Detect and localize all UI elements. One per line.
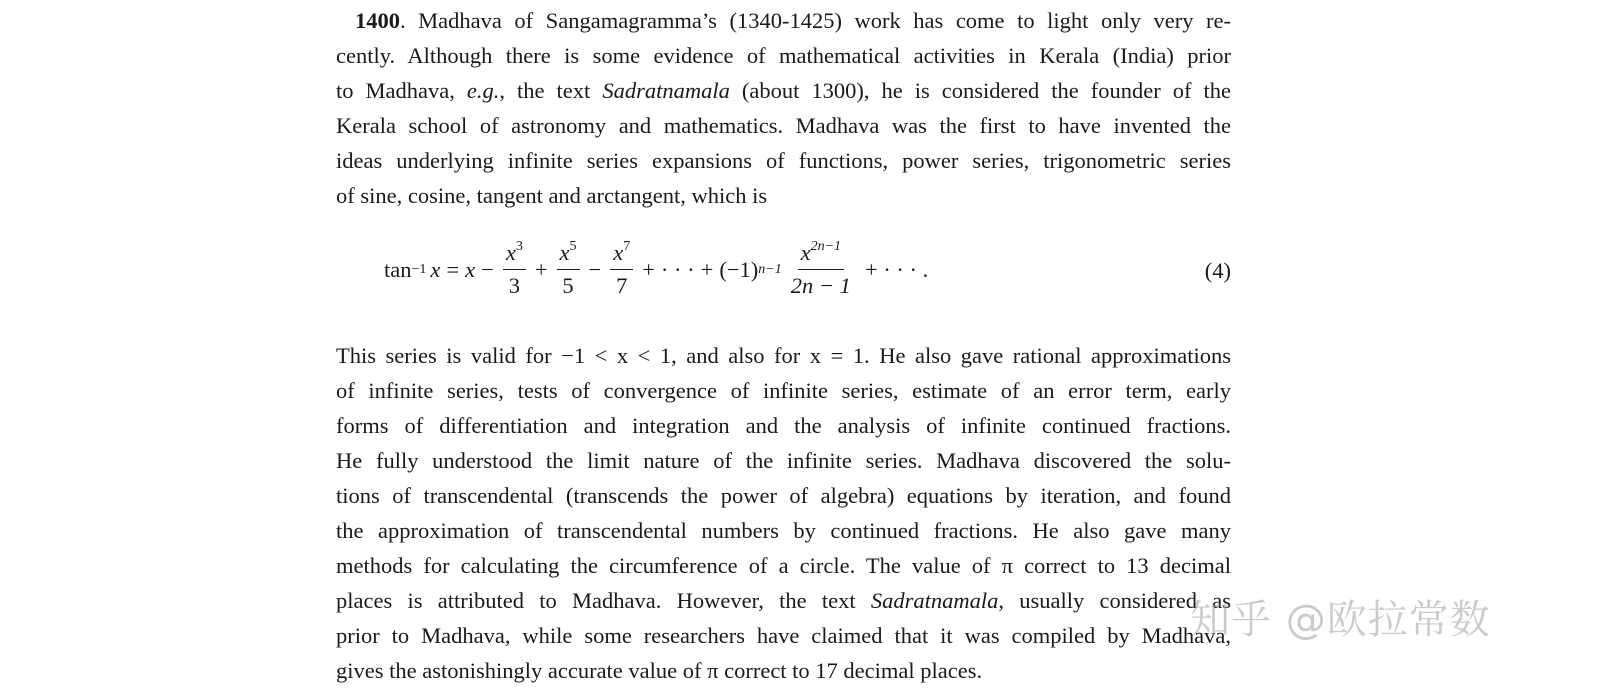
text-line: places is attributed to Madhava. However, the text Sadratnamala, usually considered as — [336, 588, 1232, 613]
fraction-term-5: $\frac{x^5}{5}$ — [557, 239, 580, 300]
text-line: of infinite series, tests of convergence of infinite series, estimate of an error term, early — [336, 378, 1231, 403]
paragraph-madhava-contributions — [336, 338, 1231, 688]
fraction-general-term: $\frac{x^{2n-1}}{2n - 1}$ — [790, 239, 851, 298]
watermark: 知乎 @欧拉常数 — [1190, 597, 1491, 643]
text-line: to Madhava, e.g., the text Sadratnamala (about 1300), he is considered the founder of the — [336, 78, 1232, 103]
paragraph-madhava-intro — [336, 3, 1231, 213]
text-line: ideas underlying infinite series expansions of functions, power series, trigonometric series — [336, 148, 1231, 173]
text-line: cently. Although there is some evidence of mathematical activities in Kerala (India) prior — [336, 43, 1231, 68]
fraction-term-3: $\frac{x^3}{3}$ — [503, 239, 526, 300]
entry-year: 1400 — [355, 8, 400, 33]
text-line: Kerala school of astronomy and mathematics. Madhava was the first to have invented the — [336, 113, 1231, 138]
text-line: This series is valid for −1 < x < 1, and also for x = 1. He also gave rational approximations — [336, 343, 1231, 368]
equation-arctan-series — [336, 219, 1231, 334]
text-line: gives the astonishingly accurate value of π correct to 17 decimal places. — [336, 658, 983, 683]
text-line: of sine, cosine, tangent and arctangent, which is — [336, 183, 768, 208]
text-line: methods for calculating the circumference of a circle. The value of π correct to 13 decimal — [336, 553, 1231, 578]
fraction-term-7: $\frac{x^7}{7}$ — [610, 239, 633, 300]
equation-number: (4) — [1204, 258, 1231, 283]
text-line: prior to Madhava, while some researchers have claimed that it was compiled by Madhava, — [336, 623, 1231, 648]
text-line: 1400. Madhava of Sangamagramma’s (1340-1425) work has come to light only very re- — [355, 8, 1231, 33]
text-line: forms of differentiation and integration and the analysis of infinite continued fractions. — [336, 413, 1231, 438]
text-line: He fully understood the limit nature of the infinite series. Madhava discovered the solu- — [336, 448, 1231, 473]
text-line: tions of transcendental (transcends the power of algebra) equations by iteration, and found — [336, 483, 1231, 508]
document-page — [336, 3, 1231, 688]
text-line: the approximation of transcendental numbers by continued fractions. He also gave many — [336, 518, 1231, 543]
equation-body: tan −1 x = x − $\frac{x^3}{3}$ + $\frac{x^5}{5}$ − $\frac{x^7}{7}$ + · · · + (−1) n−1 $\frac{x^{2n-1}}{2n - 1}$ + · · · . — [384, 239, 929, 298]
